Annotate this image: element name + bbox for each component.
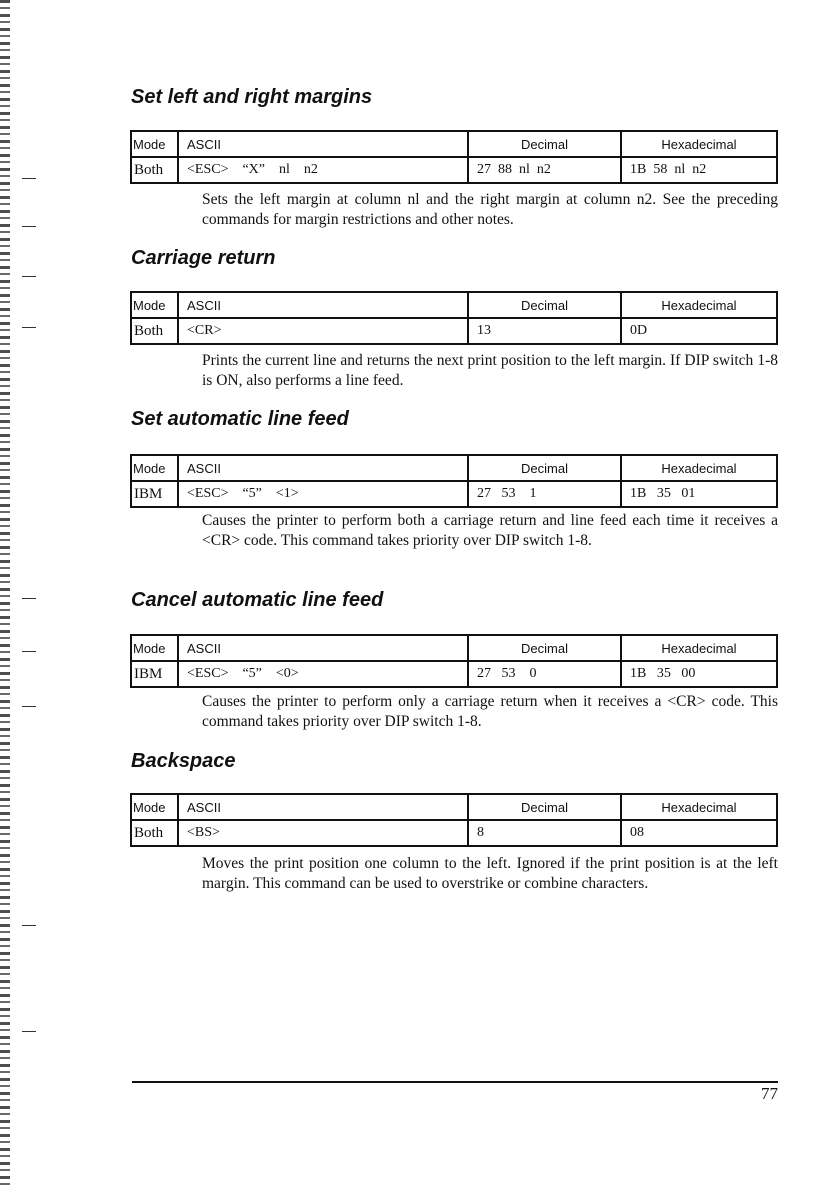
table-row	[131, 661, 777, 687]
header-hexadecimal: Hexadecimal	[621, 131, 777, 157]
table-row	[131, 481, 777, 507]
page-binding-edge	[0, 0, 10, 1190]
header-decimal: Decimal	[468, 794, 621, 820]
table-row	[131, 318, 777, 344]
header-ascii: ASCII	[178, 794, 468, 820]
cell-hexadecimal: 08	[621, 820, 777, 846]
header-mode: Mode	[131, 635, 178, 661]
header-mode: Mode	[131, 131, 178, 157]
section-title-set-margins: Set left and right margins	[131, 86, 373, 108]
cell-mode: Both	[131, 157, 178, 183]
section-description-carriage-return: Prints the current line and returns the next print position to the left margin. If DIP switch 1-8 is ON, also performs a line feed.	[202, 352, 778, 389]
cell-ascii: <ESC> “5” <0>	[178, 661, 468, 687]
table-header-row	[131, 794, 777, 820]
margin-tick	[22, 651, 36, 652]
cell-hexadecimal: 1B 58 nl n2	[621, 157, 777, 183]
margin-tick	[22, 178, 36, 179]
cell-hexadecimal: 1B 35 01	[621, 481, 777, 507]
margin-tick	[22, 925, 36, 926]
section-title-backspace: Backspace	[131, 750, 236, 772]
header-mode: Mode	[131, 455, 178, 481]
header-hexadecimal: Hexadecimal	[621, 635, 777, 661]
header-ascii: ASCII	[178, 635, 468, 661]
table-header-row	[131, 455, 777, 481]
header-mode: Mode	[131, 794, 178, 820]
section-description-backspace: Moves the print position one column to the left. Ignored if the print position is at the left margin. This command can be used to overstrike or combine characters.	[202, 855, 778, 892]
header-ascii: ASCII	[178, 455, 468, 481]
section-title-carriage-return: Carriage return	[131, 247, 276, 269]
table-row	[131, 157, 777, 183]
cell-decimal: 27 53 0	[468, 661, 621, 687]
margin-tick	[22, 226, 36, 227]
section-title-cancel-auto-line-feed: Cancel automatic line feed	[131, 589, 384, 611]
header-hexadecimal: Hexadecimal	[621, 794, 777, 820]
header-hexadecimal: Hexadecimal	[621, 455, 777, 481]
header-mode: Mode	[131, 292, 178, 318]
cell-ascii: <BS>	[178, 820, 468, 846]
cell-ascii: <ESC> “5” <1>	[178, 481, 468, 507]
cell-mode: IBM	[131, 661, 178, 687]
header-decimal: Decimal	[468, 131, 621, 157]
cell-hexadecimal: 1B 35 00	[621, 661, 777, 687]
margin-tick	[22, 598, 36, 599]
cell-hexadecimal: 0D	[621, 318, 777, 344]
cell-mode: IBM	[131, 481, 178, 507]
table-header-row	[131, 131, 777, 157]
command-table-backspace	[130, 793, 778, 847]
section-description-cancel-auto-line-feed: Causes the printer to perform only a carriage return when it receives a <CR> code. This command takes priority over DIP switch 1-8.	[202, 693, 778, 730]
header-ascii: ASCII	[178, 292, 468, 318]
footer-rule	[132, 1081, 778, 1083]
cell-decimal: 8	[468, 820, 621, 846]
header-decimal: Decimal	[468, 292, 621, 318]
command-table-set-auto-line-feed	[130, 454, 778, 508]
header-hexadecimal: Hexadecimal	[621, 292, 777, 318]
section-description-set-margins: Sets the left margin at column nl and the right margin at column n2. See the preceding commands for margin restrictions and other notes.	[202, 191, 778, 228]
margin-tick	[22, 276, 36, 277]
command-table-set-margins	[130, 130, 778, 184]
table-row	[131, 820, 777, 846]
section-description-set-auto-line-feed: Causes the printer to perform both a carriage return and line feed each time it receives a <CR> code. This command takes priority over DIP switch 1-8.	[202, 512, 778, 549]
cell-mode: Both	[131, 820, 178, 846]
section-title-set-auto-line-feed: Set automatic line feed	[131, 408, 349, 430]
command-table-cancel-auto-line-feed	[130, 634, 778, 688]
cell-decimal: 13	[468, 318, 621, 344]
cell-decimal: 27 88 nl n2	[468, 157, 621, 183]
command-table-carriage-return	[130, 291, 778, 345]
page-number: 77	[761, 1084, 778, 1103]
margin-tick	[22, 706, 36, 707]
header-decimal: Decimal	[468, 635, 621, 661]
table-header-row	[131, 635, 777, 661]
header-decimal: Decimal	[468, 455, 621, 481]
cell-ascii: <ESC> “X” nl n2	[178, 157, 468, 183]
header-ascii: ASCII	[178, 131, 468, 157]
table-header-row	[131, 292, 777, 318]
margin-tick	[22, 1031, 36, 1032]
margin-tick	[22, 327, 36, 328]
cell-decimal: 27 53 1	[468, 481, 621, 507]
cell-mode: Both	[131, 318, 178, 344]
cell-ascii: <CR>	[178, 318, 468, 344]
